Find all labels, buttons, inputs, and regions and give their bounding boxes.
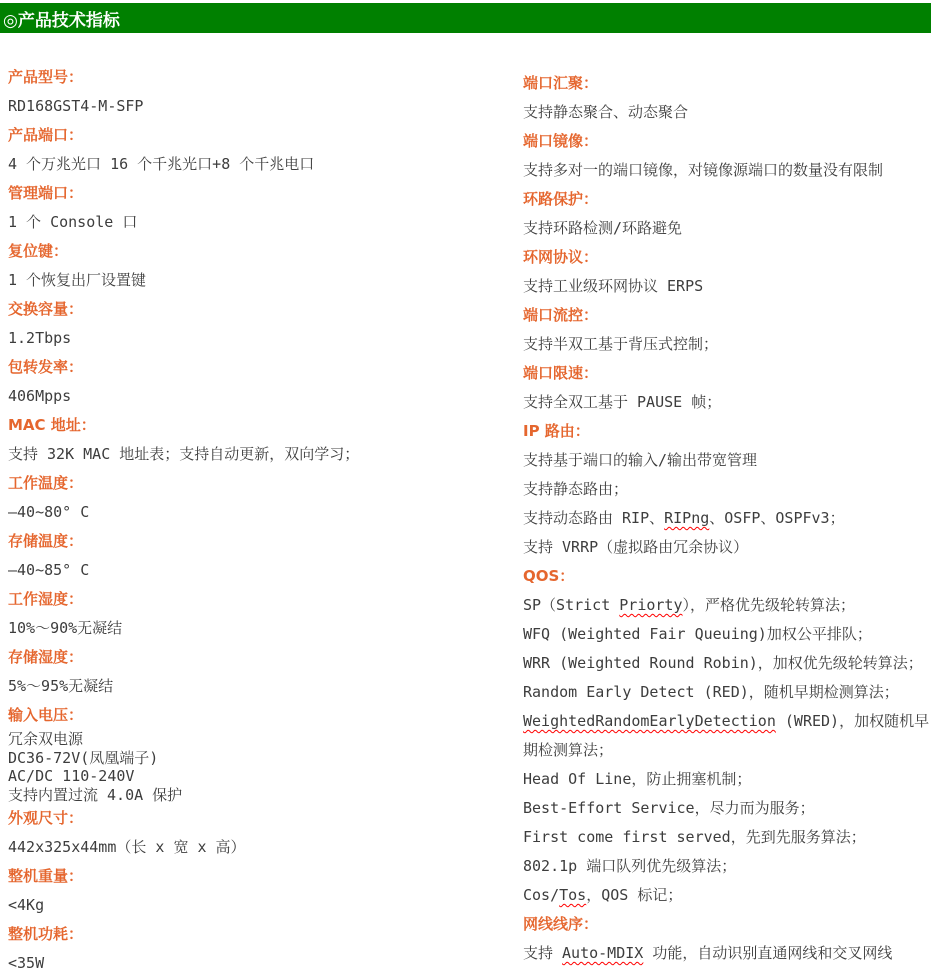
spec-text: SP（Strict bbox=[523, 596, 620, 614]
spec-value bbox=[8, 614, 490, 643]
spec-value bbox=[523, 649, 938, 678]
spec-value bbox=[8, 556, 490, 585]
spec-value bbox=[8, 266, 490, 295]
spec-value bbox=[523, 765, 938, 794]
section-title-bar bbox=[0, 3, 931, 33]
spec-text: (WRED)，加权随机早期检测算法； bbox=[523, 712, 930, 759]
spec-heading: 工作湿度： bbox=[8, 590, 84, 608]
spec-value bbox=[523, 881, 938, 910]
spec-value bbox=[523, 475, 938, 504]
spec-text: Head Of Line，防止拥塞机制； bbox=[523, 770, 752, 788]
spec-text: 1 个 Console 口 bbox=[8, 213, 138, 231]
spec-text: WRR (Weighted Round Robin)，加权优先级轮转算法； bbox=[523, 654, 923, 672]
spec-value bbox=[523, 707, 938, 765]
spec-heading: 包转发率： bbox=[8, 358, 84, 376]
spec-text: 5%～95%无凝结 bbox=[8, 677, 114, 695]
spec-text: First come first served，先到先服务算法； bbox=[523, 828, 866, 846]
spec-value bbox=[523, 214, 938, 243]
spec-text: Random Early Detect (RED)，随机早期检测算法； bbox=[523, 683, 899, 701]
spec-heading: 存储湿度： bbox=[8, 648, 84, 666]
spec-text: 支持全双工基于 PAUSE 帧； bbox=[523, 393, 722, 411]
spec-text: 支持动态路由 RIP、 bbox=[523, 509, 665, 527]
spec-text: RD168GST4-M-SFP bbox=[8, 97, 144, 115]
spec-text: 406Mpps bbox=[8, 387, 72, 405]
spec-text: —40~80° C bbox=[8, 503, 90, 521]
spec-text: WFQ (Weighted Fair Queuing)加权公平排队； bbox=[523, 625, 872, 643]
spec-value bbox=[523, 330, 938, 359]
spec-text: AC/DC 110-240V bbox=[8, 767, 135, 785]
spec-heading: 存储温度： bbox=[8, 532, 84, 550]
spec-value bbox=[523, 591, 938, 620]
spec-value bbox=[8, 498, 490, 527]
spec-value bbox=[523, 823, 938, 852]
spec-text: <35W bbox=[8, 954, 45, 972]
spec-value bbox=[523, 620, 938, 649]
spec-value bbox=[8, 949, 490, 978]
spec-value bbox=[523, 678, 938, 707]
spec-text-misspelled: RIPng bbox=[664, 509, 710, 527]
spec-text: 冗余双电源 bbox=[8, 730, 84, 748]
spec-value bbox=[8, 92, 490, 121]
spec-text: 1.2Tbps bbox=[8, 329, 72, 347]
section-title: ◎产品技术指标 bbox=[3, 10, 120, 31]
spec-text-misspelled: Priorty bbox=[619, 596, 683, 614]
spec-value bbox=[8, 440, 490, 469]
spec-heading: 环网协议： bbox=[523, 248, 599, 266]
spec-heading: 整机重量： bbox=[8, 867, 84, 885]
spec-text: ，QOS 标记； bbox=[586, 886, 683, 904]
spec-value bbox=[8, 672, 490, 701]
spec-value bbox=[523, 533, 938, 562]
spec-heading: 产品端口： bbox=[8, 126, 84, 144]
spec-text: 支持 bbox=[523, 944, 563, 962]
spec-heading: 端口限速： bbox=[523, 364, 599, 382]
spec-value bbox=[523, 794, 938, 823]
spec-heading: 交换容量： bbox=[8, 300, 84, 318]
spec-heading: 端口汇聚： bbox=[523, 74, 599, 92]
spec-value-block bbox=[8, 730, 490, 804]
spec-heading: 网线线序： bbox=[523, 915, 599, 933]
spec-text: —40~85° C bbox=[8, 561, 90, 579]
spec-text: 支持内置过流 4.0A 保护 bbox=[8, 785, 183, 804]
spec-text: 支持半双工基于背压式控制； bbox=[523, 335, 719, 353]
spec-value bbox=[8, 150, 490, 179]
spec-text: Cos/ bbox=[523, 886, 560, 904]
spec-text: ），严格优先级轮转算法； bbox=[682, 596, 856, 614]
column-right bbox=[523, 69, 938, 968]
spec-value bbox=[8, 208, 490, 237]
spec-text: 支持环路检测/环路避免 bbox=[523, 219, 683, 237]
spec-heading: 外观尺寸： bbox=[8, 809, 84, 827]
spec-text-misspelled: WeightedRandomEarlyDetection bbox=[523, 712, 776, 730]
spec-heading: 管理端口： bbox=[8, 184, 84, 202]
spec-value bbox=[523, 388, 938, 417]
spec-value bbox=[523, 446, 938, 475]
spec-value bbox=[8, 324, 490, 353]
spec-text: <4Kg bbox=[8, 896, 45, 914]
spec-text-misspelled: Tos bbox=[559, 886, 587, 904]
spec-text: 1 个恢复出厂设置键 bbox=[8, 271, 147, 289]
spec-text: 、OSFP、OSPFv3； bbox=[709, 509, 845, 527]
spec-text: 442x325x44mm（长 x 宽 x 高） bbox=[8, 838, 246, 856]
spec-value bbox=[523, 272, 938, 301]
spec-text: 支持 32K MAC 地址表；支持自动更新，双向学习； bbox=[8, 445, 360, 463]
spec-heading: QOS： bbox=[523, 567, 575, 585]
spec-heading: 整机功耗： bbox=[8, 925, 84, 943]
column-left bbox=[8, 63, 490, 978]
spec-heading: MAC 地址： bbox=[8, 416, 96, 434]
spec-text-misspelled: Auto-MDIX bbox=[562, 944, 644, 962]
spec-text: 4 个万兆光口 16 个千兆光口+8 个千兆电口 bbox=[8, 155, 315, 173]
spec-text: DC36-72V(凤凰端子) bbox=[8, 748, 159, 767]
spec-text: 支持基于端口的输入/输出带宽管理 bbox=[523, 451, 758, 469]
spec-heading: 工作温度： bbox=[8, 474, 84, 492]
spec-value bbox=[523, 156, 938, 185]
spec-text: 功能，自动识别直通网线和交叉网线 bbox=[643, 944, 893, 962]
spec-value bbox=[523, 504, 938, 533]
spec-text: 支持多对一的端口镜像，对镜像源端口的数量没有限制 bbox=[523, 161, 884, 179]
spec-value bbox=[523, 852, 938, 881]
spec-value bbox=[523, 939, 938, 968]
spec-text: 支持静态聚合、动态聚合 bbox=[523, 103, 689, 121]
spec-text: 支持工业级环网协议 ERPS bbox=[523, 277, 704, 295]
spec-value bbox=[8, 382, 490, 411]
spec-text: 802.1p 端口队列优先级算法； bbox=[523, 857, 737, 875]
spec-text: 10%～90%无凝结 bbox=[8, 619, 123, 637]
spec-value bbox=[8, 891, 490, 920]
spec-text: 支持 VRRP（虚拟路由冗余协议） bbox=[523, 538, 749, 556]
spec-value bbox=[8, 833, 490, 862]
spec-heading: 端口流控： bbox=[523, 306, 599, 324]
spec-heading: 产品型号： bbox=[8, 68, 84, 86]
spec-heading: 端口镜像： bbox=[523, 132, 599, 150]
spec-heading: 输入电压： bbox=[8, 706, 84, 724]
spec-text: 支持静态路由； bbox=[523, 480, 629, 498]
spec-heading: 复位键： bbox=[8, 242, 69, 260]
spec-heading: 环路保护： bbox=[523, 190, 599, 208]
spec-heading: IP 路由： bbox=[523, 422, 590, 440]
spec-value bbox=[523, 98, 938, 127]
spec-text: Best-Effort Service，尽力而为服务； bbox=[523, 799, 815, 817]
